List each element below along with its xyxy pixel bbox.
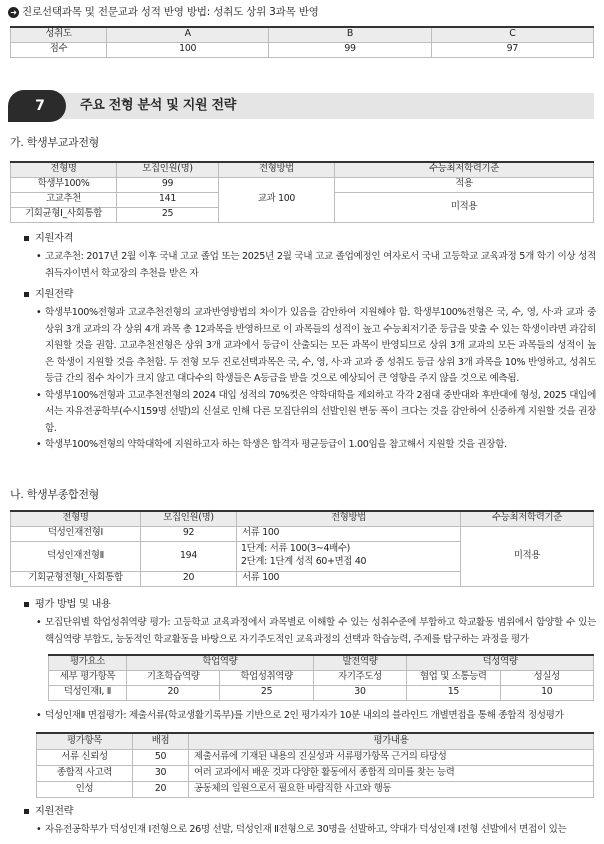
interview-header-content: 평가내용	[189, 733, 594, 749]
eval-item: 자기주도성	[313, 670, 406, 685]
interview-score: 30	[133, 765, 189, 781]
table-row	[11, 526, 594, 541]
square-bullet-icon	[24, 602, 29, 607]
admission-method: 교과 100	[219, 177, 335, 222]
eval-items-label: 세부 평가항목	[49, 670, 127, 685]
student-record-table	[10, 161, 594, 223]
admission-count: 20	[141, 571, 237, 586]
eval-header-element: 평가요소	[49, 655, 127, 670]
evaluation-table	[48, 654, 594, 701]
table-row	[37, 749, 594, 765]
interview-table	[36, 732, 594, 798]
grade-header-c: C	[431, 27, 593, 42]
col-header-name: 전형명	[11, 162, 117, 177]
qualification-heading: 지원자격	[24, 232, 73, 246]
eval-value: 30	[313, 685, 406, 700]
grade-score-table	[10, 26, 594, 58]
admission-method	[237, 541, 461, 571]
section-number: 7	[8, 90, 66, 122]
col-header-name: 전형명	[11, 511, 141, 526]
col-header-minimum: 수능최저학력기준	[461, 511, 594, 526]
eval-group-character: 덕성역량	[407, 655, 594, 670]
admission-name: 기회균형Ⅰ_사회통합	[11, 207, 117, 222]
square-bullet-icon	[24, 809, 29, 814]
interview-content: 여러 교과에서 배운 것과 다양한 활동에서 종합적 의미를 찾는 능력	[189, 765, 594, 781]
grade-row-label: 점수	[11, 42, 107, 57]
admission-name: 고교추천	[11, 192, 117, 207]
interview-item: 인성	[37, 781, 133, 797]
interview-content: 공동체의 일원으로서 필요한 바람직한 사고와 행동	[189, 781, 594, 797]
interview-header-item: 평가항목	[37, 733, 133, 749]
admission-name: 기회균형전형Ⅰ_사회통합	[11, 571, 141, 586]
eval-value: 20	[127, 685, 220, 700]
method-step-2: 2단계: 1단계 성적 60+면접 40	[241, 556, 367, 567]
arrow-right-icon: ➜	[8, 7, 19, 18]
eval-row-label: 덕성인재Ⅰ, Ⅱ	[49, 685, 127, 700]
admission-method: 서류 100	[237, 571, 461, 586]
admission-count: 141	[117, 192, 219, 207]
table-row	[49, 685, 594, 700]
interview-score: 50	[133, 749, 189, 765]
interview-header-score: 배점	[133, 733, 189, 749]
admission-name: 덕성인재전형Ⅰ	[11, 526, 141, 541]
minimum-standard: 미적용	[335, 192, 594, 222]
list-item: • 학생부100%전형의 약학대학에 지원하고자 하는 학생은 합격자 평균등급이 1.00임을 참고해서 지원할 것을 권장함.	[36, 437, 596, 454]
square-bullet-icon	[24, 236, 29, 241]
minimum-standard: 적용	[335, 177, 594, 192]
top-title-text: 진로선택과목 및 전문교과 성적 반영 방법: 성취도 상위 3과목 반영	[22, 6, 319, 18]
comprehensive-table	[10, 510, 594, 587]
strategy-heading-a: 지원전략	[24, 288, 73, 302]
eval-item: 협업 및 소통능력	[407, 670, 500, 685]
col-header-minimum: 수능최저학력기준	[335, 162, 594, 177]
grade-score-a: 100	[107, 42, 269, 57]
strategy-list-b	[36, 822, 596, 839]
admission-count: 194	[141, 541, 237, 571]
list-item: • 자유전공학부가 덕성인재 Ⅰ전형으로 26명 선발, 덕성인재 Ⅱ전형으로 30명을 선발하고, 약대가 덕성인재 Ⅰ전형 선발에서 면접이 있는	[36, 822, 596, 839]
eval-value: 25	[220, 685, 313, 700]
admission-count: 92	[141, 526, 237, 541]
qualification-list	[36, 249, 596, 282]
admission-count: 99	[117, 177, 219, 192]
list-item: • 학생부100%전형과 고교추천전형의 교과반영방법의 차이가 있음을 감안하여 지원해야 함. 학생부100%전형은 국, 수, 영, 사·과 교과 중 상위 3개 교과의 각 상위 4개 과목 총 12과목을 반영하므로 이 과목들의 성적이 높고 수능최저기준 등급을 맞출 수 있는 학생이라면 과감히 지원할 것을 권함. 고교추천전형은 상위 3개 교과에서 등급이 산출되는 모든 과목이 반영되므로 상위 3개 교과의 모든 과목들의 성적이 높은 학생이 지원할 것을 추천함. 두 전형 모두 진로선택과목은 국, 수, 영, 사·과 교과 중 성취도 등급 상위 3개 과목을 10% 반영하고, 성취도 등급 간의 점수 차이가 크지 않고 대다수의 학생들은 A등급을 받을 것으로 예상되어 큰 영향을 주지 않을 것으로 예측됨.	[36, 305, 596, 388]
interview-item: 종합적 사고력	[37, 765, 133, 781]
square-bullet-icon	[24, 292, 29, 297]
section-title: 주요 전형 분석 및 지원 전략	[80, 98, 236, 113]
col-header-method: 전형방법	[237, 511, 461, 526]
minimum-standard: 미적용	[461, 526, 594, 586]
eval-item: 학업성취역량	[220, 670, 313, 685]
eval-item: 성실성	[500, 670, 593, 685]
interview-content: 제출서류에 기재된 내용의 진실성과 서류평가항목 근거의 타당성	[189, 749, 594, 765]
eval-group-academic: 학업역량	[127, 655, 314, 670]
list-item: • 학생부100%전형과 고교추천전형의 2024 대입 성적의 70%컷은 약학대학을 제외하고 각각 2점대 중반대와 후반대에 형성, 2025 대입에서는 자유전공학부(수시159명 선발)의 신설로 인해 다른 모집단위의 선발인원 변동 폭이 크다는 것을 감안하여 신중하게 지원할 것을 권장함.	[36, 388, 596, 438]
grade-score-c: 97	[431, 42, 593, 57]
evaluation-heading: 평가 방법 및 내용	[24, 598, 111, 612]
eval-item: 기초학습역량	[127, 670, 220, 685]
admission-count: 25	[117, 207, 219, 222]
eval-group-development: 발전역량	[313, 655, 406, 670]
interview-score: 20	[133, 781, 189, 797]
eval-value: 15	[407, 685, 500, 700]
admission-name: 덕성인재전형Ⅱ	[11, 541, 141, 571]
top-title	[8, 5, 319, 19]
interview-list	[36, 708, 596, 725]
grade-header-b: B	[269, 27, 431, 42]
eval-value: 10	[500, 685, 593, 700]
subsection-title-a: 가. 학생부교과전형	[10, 136, 100, 149]
admission-name: 학생부100%	[11, 177, 117, 192]
evaluation-list	[36, 615, 596, 648]
grade-header-a: A	[107, 27, 269, 42]
list-item: • 덕성인재Ⅱ 면접평가: 제출서류(학교생활기록부)를 기반으로 2인 평가자가 10분 내외의 블라인드 개별면접을 통해 종합적 정성평가	[36, 708, 596, 725]
col-header-method: 전형방법	[219, 162, 335, 177]
strategy-list-a	[36, 305, 596, 454]
strategy-heading-b: 지원전략	[24, 805, 73, 819]
col-header-count: 모집인원(명)	[117, 162, 219, 177]
col-header-count: 모집인원(명)	[141, 511, 237, 526]
grade-score-b: 99	[269, 42, 431, 57]
list-item: • 고교추천: 2017년 2월 이후 국내 고교 졸업 또는 2025년 2월 국내 고교 졸업예정인 여자로서 국내 고등학교 교육과정 5개 학기 이상 성적 취득자이면서 학교장의 추천을 받은 자	[36, 249, 596, 282]
table-row	[37, 765, 594, 781]
subsection-title-b: 나. 학생부종합전형	[10, 488, 100, 501]
list-item: • 모집단위별 학업성취역량 평가: 고등학교 교육과정에서 과목별로 이해할 수 있는 성취수준에 부합하고 학교활동 범위에서 함양할 수 있는 핵심역량 부합도, 능동적인 학교활동을 바탕으로 자기주도적인 교육과정의 선택과 학습능력, 주제를 탐구하는 과정을 평가	[36, 615, 596, 648]
grade-header-label: 성취도	[11, 27, 107, 42]
table-row	[37, 781, 594, 797]
admission-method: 서류 100	[237, 526, 461, 541]
method-step-1: 1단계: 서류 100(3~4배수)	[241, 543, 351, 555]
interview-item: 서류 신뢰성	[37, 749, 133, 765]
table-row	[11, 177, 594, 192]
section-header	[8, 90, 594, 122]
